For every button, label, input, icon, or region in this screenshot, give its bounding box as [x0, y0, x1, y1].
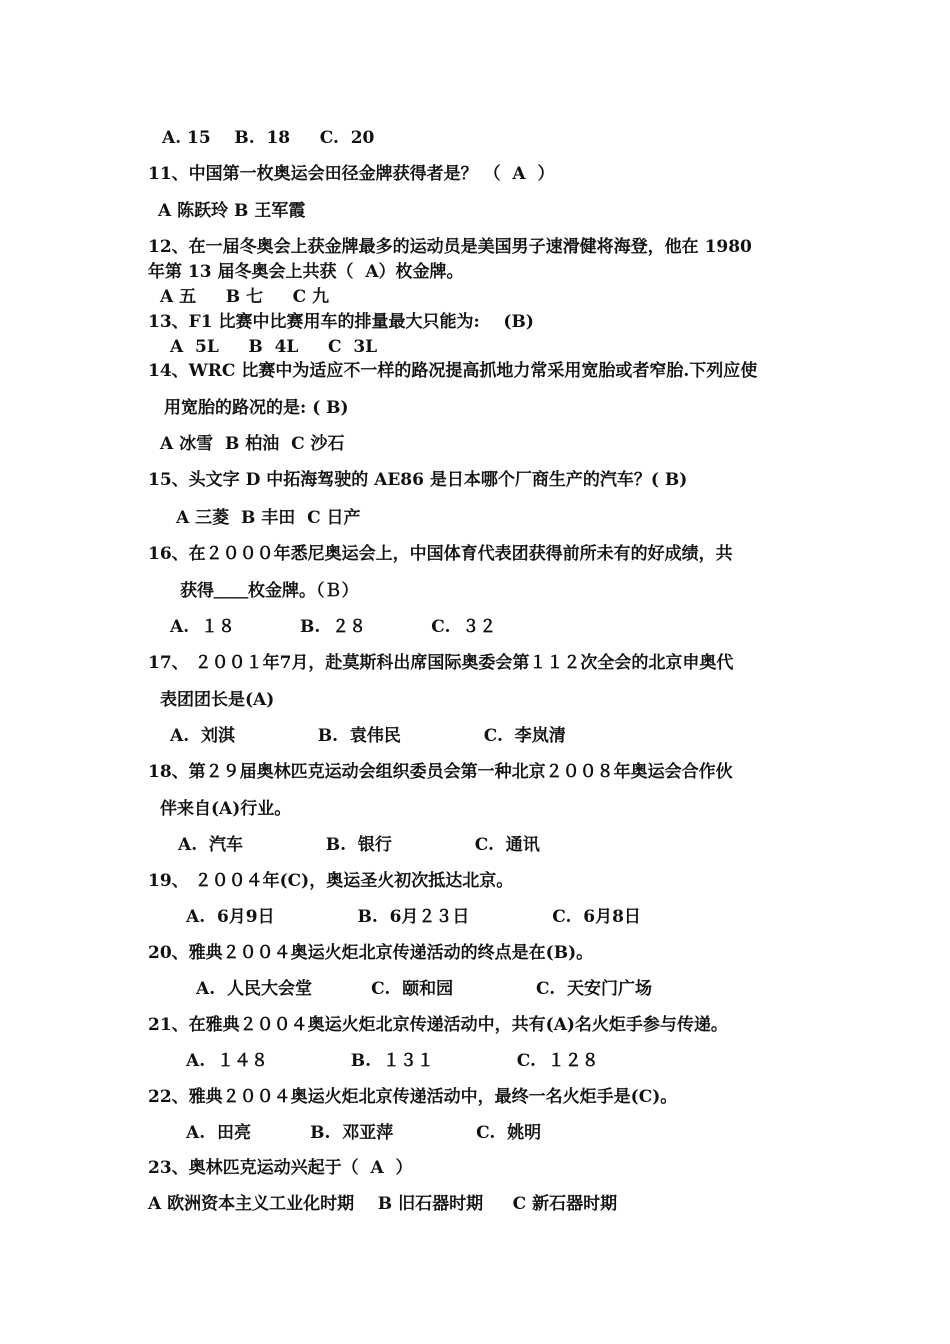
q14-question-line1: 14、WRC 比赛中为适应不一样的路况提高抓地力常采用宽胎或者窄胎.下列应使: [148, 361, 758, 381]
q16-options: A. １８ B. ２８ C. ３２: [170, 617, 497, 637]
q16-question-line1: 16、在２０００年悉尼奥运会上，中国体育代表团获得前所未有的好成绩，共: [148, 544, 733, 564]
q12-options: A 五 B 七 C 九: [160, 287, 330, 307]
q19-question: 19、 ２００４年(C)，奥运圣火初次抵达北京。: [148, 871, 514, 891]
q18-question-line2: 伴来自(A)行业。: [160, 799, 292, 819]
q16-question-line2: 获得＿＿枚金牌。（Ｂ）: [180, 581, 359, 601]
q17-options: A. 刘淇 B. 袁伟民 C. 李岚清: [170, 726, 566, 746]
q11-question: 11、中国第一枚奥运会田径金牌获得者是？ （ A ）: [148, 164, 555, 184]
q17-question-line2: 表团团长是(A): [160, 690, 275, 710]
q15-options: A 三菱 B 丰田 C 日产: [176, 508, 361, 528]
q12-question-line2: 年第 13 届冬奥会上共获（ A）枚金牌。: [148, 262, 464, 282]
q22-options: A. 田亮 B. 邓亚萍 C. 姚明: [186, 1123, 542, 1143]
q11-options: A 陈跃玲 B 王军霞: [158, 201, 306, 221]
q20-question: 20、雅典２００４奥运火炬北京传递活动的终点是在(B)。: [148, 943, 594, 963]
q15-question: 15、头文字 D 中拓海驾驶的 AE86 是日本哪个厂商生产的汽车？( B): [148, 470, 688, 490]
q13-question: 13、F1 比赛中比赛用车的排量最大只能为: (B): [148, 312, 534, 332]
q18-question-line1: 18、第２９届奥林匹克运动会组织委员会第一种北京２００８年奥运会合作伙: [148, 762, 733, 782]
q22-question: 22、雅典２００４奥运火炬北京传递活动中，最终一名火炬手是(C)。: [148, 1087, 678, 1107]
q12-question-line1: 12、在一届冬奥会上获金牌最多的运动员是美国男子速滑健将海登，他在 1980: [148, 237, 752, 257]
q18-options: A. 汽车 B. 银行 C. 通讯: [178, 835, 540, 855]
q21-question: 21、在雅典２００４奥运火炬北京传递活动中，共有(A)名火炬手参与传递。: [148, 1015, 728, 1035]
q19-options: A. 6月9日 B. 6月２３日 C. 6月8日: [186, 907, 641, 927]
q17-question-line1: 17、 ２００１年7月，赴莫斯科出席国际奥委会第１１２次全会的北京申奥代: [148, 653, 734, 673]
q20-options: A. 人民大会堂 C. 颐和园 C. 天安门广场: [196, 979, 652, 999]
q14-question-line2: 用宽胎的路况的是: ( B): [164, 398, 349, 418]
q13-options: A 5L B 4L C 3L: [170, 337, 378, 357]
q10-options: A. 15 B. 18 C. 20: [162, 128, 375, 148]
q23-options: A 欧洲资本主义工业化时期 B 旧石器时期 C 新石器时期: [148, 1194, 618, 1214]
q14-options: A 冰雪 B 柏油 C 沙石: [160, 434, 345, 454]
q21-options: A. １４８ B. １３１ C. １２８: [186, 1051, 599, 1071]
q23-question: 23、奥林匹克运动兴起于（ A ）: [148, 1158, 413, 1178]
